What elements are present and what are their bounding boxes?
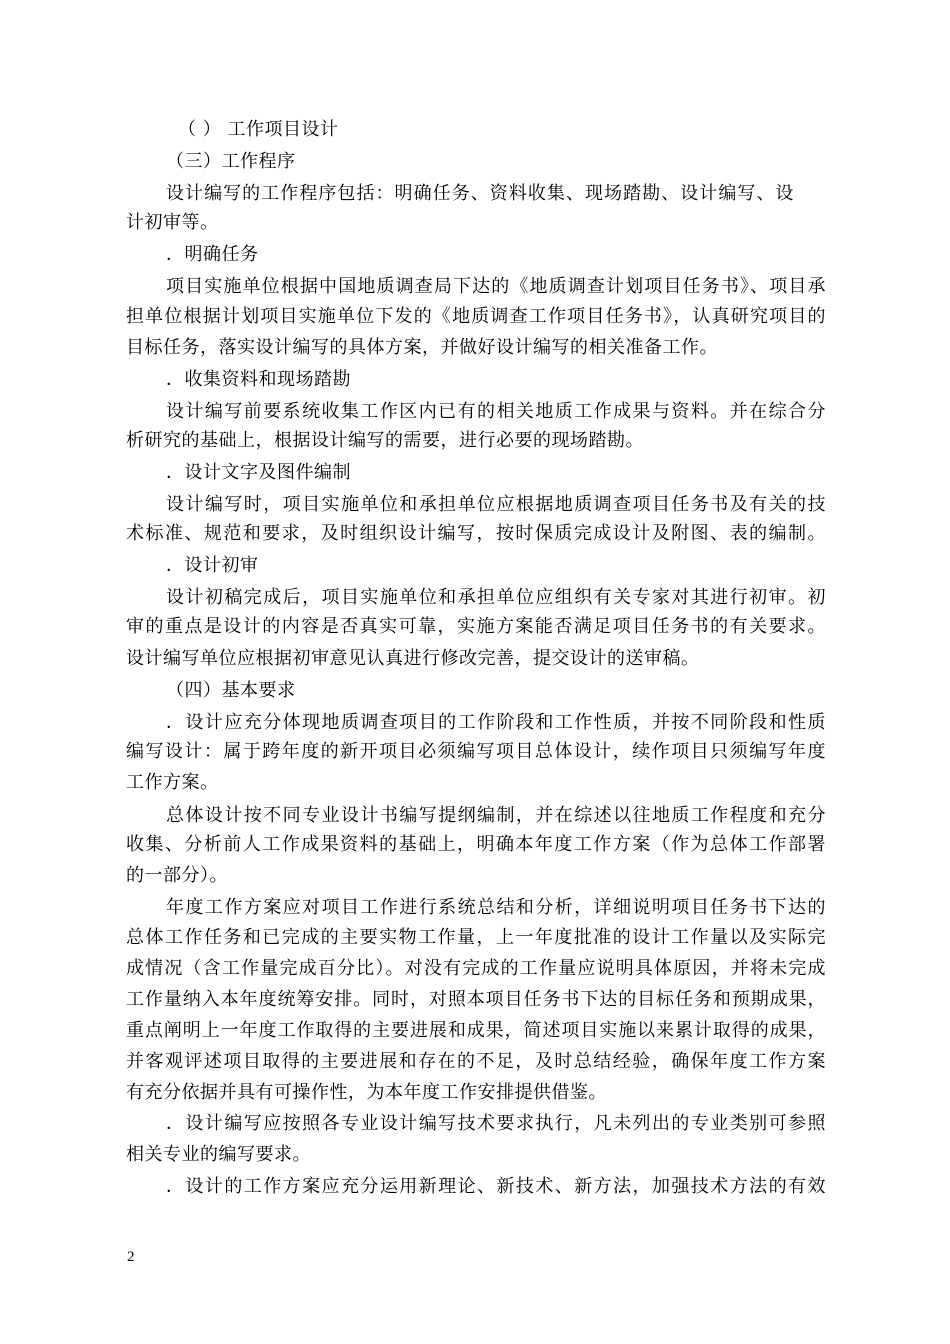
paragraph-line: 术标准、规范和要求，及时组织设计编写，按时保质完成设计及附图、表的编制。 [126,523,826,544]
subheading-clarify-task: ．明确任务 [166,244,259,265]
subheading-collect-data-survey: ．收集资料和现场踏勘 [166,369,351,390]
paragraph-line: 年度工作方案应对项目工作进行系统总结和分析，详细说明项目任务书下达的 [166,897,826,918]
paragraph-line: 有充分依据并具有可操作性，为本年度工作安排提供借鉴。 [126,1082,607,1103]
paragraph-line: 设计编写前要系统收集工作区内已有的相关地质工作成果与资料。并在综合分 [166,401,826,422]
section-heading-basic-requirements: （四）基本要求 [166,680,296,701]
subheading-text-and-figures: ．设计文字及图件编制 [166,462,351,483]
paragraph-line: 工作方案。 [126,772,219,793]
paragraph-line: 设计编写时，项目实施单位和承担单位应根据地质调查项目任务书及有关的技 [166,494,826,515]
paragraph-line: 设计编写的工作程序包括：明确任务、资料收集、现场踏勘、设计编写、设 [166,183,794,204]
paragraph-line: ．设计应充分体现地质调查项目的工作阶段和工作性质，并按不同阶段和性质 [166,712,826,733]
paragraph-line: 相关专业的编写要求。 [126,1144,311,1165]
paragraph-line: 担单位根据计划项目实施单位下发的《地质调查工作项目任务书》，认真研究项目的 [126,306,826,327]
paragraph-line: 析研究的基础上，根据设计编写的需要，进行必要的现场踏勘。 [126,430,644,451]
paragraph-line: 编写设计：属于跨年度的新开项目必须编写项目总体设计，续作项目只须编写年度 [126,741,826,762]
page-number: 2 [127,1249,135,1265]
paragraph-line: 审的重点是设计的内容是否真实可靠，实施方案能否满足项目任务书的有关要求。 [126,616,826,637]
paragraph-line: ．设计的工作方案应充分运用新理论、新技术、新方法，加强技术方法的有效 [166,1176,826,1197]
section-heading-work-project-design: （ ） 工作项目设计 [178,119,339,140]
paragraph-line: 计初审等。 [126,212,219,233]
paragraph-line: 总体设计按不同专业设计书编写提纲编制，并在综述以往地质工作程度和充分 [166,805,826,826]
paragraph-line: ．设计编写应按照各专业设计编写技术要求执行，凡未列出的专业类别可参照 [166,1113,826,1134]
paragraph-line: 设计编写单位应根据初审意见认真进行修改完善，提交设计的送审稿。 [126,648,700,669]
paragraph-line: 设计初稿完成后，项目实施单位和承担单位应组织有关专家对其进行初审。初 [166,587,826,608]
paragraph-line: 目标任务，落实设计编写的具体方案，并做好设计编写的相关准备工作。 [126,337,718,358]
paragraph-line: 项目实施单位根据中国地质调查局下达的《地质调查计划项目任务书》、项目承 [166,276,826,297]
paragraph-line: 总体工作任务和已完成的主要实物工作量，上一年度批准的设计工作量以及实际完 [126,927,826,948]
paragraph-line: 成情况（含工作量完成百分比）。对没有完成的工作量应说明具体原因，并将未完成 [126,958,826,979]
subheading-preliminary-review: ．设计初审 [166,555,259,576]
paragraph-line: 收集、分析前人工作成果资料的基础上，明确本年度工作方案（作为总体工作部署 [126,834,826,855]
section-heading-work-procedure: （三）工作程序 [166,151,296,172]
paragraph-line: 的一部分）。 [126,865,228,886]
paragraph-line: 并客观评述项目取得的主要进展和存在的不足，及时总结经验，确保年度工作方案 [126,1051,826,1072]
paragraph-line: 重点阐明上一年度工作取得的主要进展和成果，简述项目实施以来累计取得的成果， [126,1020,826,1041]
paragraph-line: 工作量纳入本年度统筹安排。同时，对照本项目任务书下达的目标任务和预期成果， [126,989,826,1010]
